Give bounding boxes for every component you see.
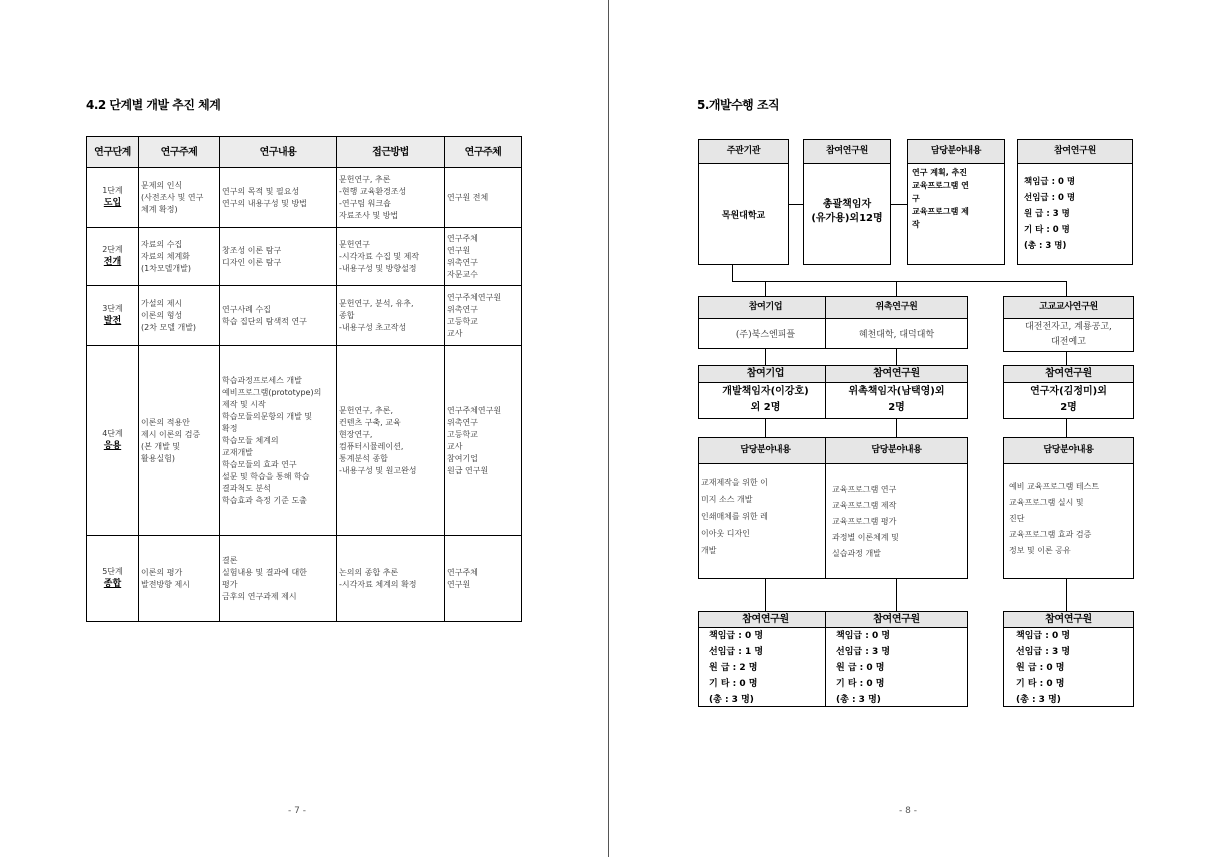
method-cell: 문헌연구, 분석, 유추, 종합 -내용구성 초고작성 <box>337 286 445 346</box>
box-body: 책임급 : 0 명 선임급 : 3 명 원 급 : 0 명 기 타 : 0 명 (총 : 3 명) <box>1016 631 1071 705</box>
connector-line <box>896 281 897 296</box>
responsibility-box <box>907 139 1005 265</box>
table-header-row <box>87 137 522 168</box>
table-row <box>87 346 522 536</box>
lead-box <box>1003 365 1134 419</box>
connector-line <box>1066 351 1067 365</box>
stage-number: 5단계 <box>102 566 123 576</box>
connector-line <box>1066 578 1067 611</box>
stage-cell <box>87 346 139 536</box>
table-row <box>87 286 522 346</box>
header-topic: 연구주제 <box>139 137 220 168</box>
box-body: (주)북스엔피플 <box>735 330 796 340</box>
box-header: 위촉연구원 <box>826 297 967 319</box>
connector-line <box>896 348 897 365</box>
method-cell: 논의의 종합 추론 -시각자료 체계의 확정 <box>337 536 445 622</box>
table-row <box>87 168 522 228</box>
box-header: 주관기관 <box>699 140 788 164</box>
task-box <box>698 437 833 579</box>
table-row <box>87 228 522 286</box>
stage-cell <box>87 168 139 228</box>
stage-cell <box>87 536 139 622</box>
content-cell: 결론 실험내용 및 결과에 대한 평가 금후의 연구과제 제시 <box>220 536 337 622</box>
task-box <box>825 437 968 579</box>
header-subject: 연구주체 <box>445 137 522 168</box>
box-header: 참여연구원 <box>699 612 832 628</box>
connector-line <box>765 418 766 437</box>
box-body: 책임급 : 0 명 선임급 : 1 명 원 급 : 2 명 기 타 : 0 명 (총 : 3 명) <box>709 631 764 705</box>
stage-number: 4단계 <box>102 428 123 438</box>
stage-name: 도입 <box>103 197 122 208</box>
box-body: 책임급 : 0 명 선임급 : 3 명 원 급 : 0 명 기 타 : 0 명 (총 : 3 명) <box>836 631 891 705</box>
connector-line <box>896 418 897 437</box>
org-box <box>825 296 968 349</box>
box-body: 책임급 : 0 명 선임급 : 0 명 원 급 : 3 명 기 타 : 0 명 (총 : 3 명) <box>1024 177 1076 251</box>
box-header: 담당분야내용 <box>699 438 832 464</box>
box-body: 연구자(김정미)외 2명 <box>1030 386 1107 413</box>
box-body: 목원대학교 <box>721 211 766 221</box>
box-body: 위촉책임자(남택영)외 2명 <box>848 386 945 413</box>
stage-name: 종합 <box>103 578 122 589</box>
stage-number: 3단계 <box>102 303 123 313</box>
subject-cell: 연구주체연구원 위촉연구 고등학교 교사 <box>445 286 522 346</box>
connector-line <box>765 281 766 296</box>
box-header: 담당분야내용 <box>908 140 1004 164</box>
stage-cell <box>87 286 139 346</box>
content-cell: 학습과정프로세스 개발 예비프로그램(prototype)의 제작 및 시작 학습모듈의문항의 개발 및 확정 학습모듈 체계의 교재개발 학습모듈의 효과 연구 설문 및 학습을 통해 학습 결과척도 분석 학습효과 측정 기준 도출 <box>220 346 337 536</box>
connector-line <box>788 204 804 205</box>
staff-box <box>825 611 968 707</box>
box-header: 담당분야내용 <box>826 438 967 464</box>
header-stage: 연구단계 <box>87 137 139 168</box>
connector-line <box>896 578 897 611</box>
lead-box <box>825 365 968 419</box>
content-cell: 연구의 목적 및 필요성 연구의 내용구성 및 방법 <box>220 168 337 228</box>
box-header: 참여기업 <box>699 366 832 383</box>
box-header: 참여연구원 <box>826 612 967 628</box>
box-body: 연구 계획, 추진 교육프로그램 연 구 교육프로그램 제 작 <box>912 168 969 229</box>
org-box <box>1003 296 1134 352</box>
org-box <box>698 296 833 349</box>
page-divider <box>608 0 609 857</box>
connector-line <box>890 204 908 205</box>
host-institution-box <box>698 139 789 265</box>
section-title-stages: 4.2 단계별 개발 추진 체계 <box>86 98 221 112</box>
box-header: 참여기업 <box>699 297 832 319</box>
box-body: 예비 교육프로그램 테스트 교육프로그램 실시 및 진단 교육프로그램 효과 검증 정보 및 이론 공유 <box>1009 482 1100 555</box>
stage-name: 발전 <box>103 315 122 326</box>
lead-box <box>698 365 833 419</box>
stage-table <box>86 136 522 622</box>
connector-line <box>732 281 1066 282</box>
connector-line <box>1066 281 1067 296</box>
box-body: 대전전자고, 계룡공고, 대전예고 <box>1025 322 1112 347</box>
content-cell: 연구사례 수집 학습 집단의 탐색적 연구 <box>220 286 337 346</box>
stage-name: 전개 <box>103 256 122 267</box>
box-body: 교육프로그램 연구 교육프로그램 제작 교육프로그램 평가 과정별 이론체계 및 실습과정 개발 <box>832 485 899 558</box>
lead-researcher-box <box>803 139 891 265</box>
box-header: 담당분야내용 <box>1004 438 1133 464</box>
stage-number: 1단계 <box>102 185 123 195</box>
topic-cell: 자료의 수집 자료의 체계화 (1차모델개발) <box>139 228 220 286</box>
content-cell: 창조성 이론 탐구 디자인 이론 탐구 <box>220 228 337 286</box>
box-header: 참여연구원 <box>1004 366 1133 383</box>
box-body: 개발책임자(이강호) 외 2명 <box>722 386 809 413</box>
box-header: 참여연구원 <box>1004 612 1133 628</box>
connector-line <box>732 264 733 282</box>
method-cell: 문헌연구, 추론 -현행 교육환경조성 -연구팀 워크숍 자료조사 및 방법 <box>337 168 445 228</box>
subject-cell: 연구주체연구원 위촉연구 고등학교 교사 참여기업 원급 연구원 <box>445 346 522 536</box>
box-header: 참여연구원 <box>1018 140 1132 164</box>
stage-number: 2단계 <box>102 244 123 254</box>
method-cell: 문헌연구, 추론, 컨텐츠 구축, 교육 현장연구, 컴퓨터시뮬레이션, 통계분석 종합 -내용구성 및 원고완성 <box>337 346 445 536</box>
subject-cell: 연구주체 연구원 <box>445 536 522 622</box>
header-content: 연구내용 <box>220 137 337 168</box>
connector-line <box>1066 418 1067 437</box>
topic-cell: 이론의 적용안 제시 이론의 검증 (본 개발 및 활용실험) <box>139 346 220 536</box>
page-number-left: - 7 - <box>288 806 306 816</box>
box-body: 총괄책임자 (유가용)외12명 <box>811 199 883 224</box>
page-number-right: - 8 - <box>899 806 917 816</box>
header-method: 접근방법 <box>337 137 445 168</box>
connector-line <box>765 578 766 611</box>
connector-line <box>765 348 766 365</box>
staff-box <box>698 611 833 707</box>
section-title-org: 5.개발수행 조직 <box>697 98 780 112</box>
topic-cell: 문제의 인식 (사전조사 및 연구 체계 확정) <box>139 168 220 228</box>
staff-summary-box <box>1017 139 1133 265</box>
staff-box <box>1003 611 1134 707</box>
box-header: 참여연구원 <box>826 366 967 383</box>
topic-cell: 이론의 평가 발전방향 제시 <box>139 536 220 622</box>
box-header: 참여연구원 <box>804 140 890 164</box>
topic-cell: 가설의 제시 이론의 형성 (2차 모델 개발) <box>139 286 220 346</box>
stage-cell <box>87 228 139 286</box>
table-row <box>87 536 522 622</box>
stage-name: 응용 <box>103 440 122 451</box>
box-header: 고교교사연구원 <box>1004 297 1133 319</box>
subject-cell: 연구주체 연구원 위촉연구 자문교수 <box>445 228 522 286</box>
method-cell: 문헌연구 -시각자료 수집 및 제작 -내용구성 및 방향설정 <box>337 228 445 286</box>
box-body: 혜천대학, 대덕대학 <box>858 330 935 340</box>
task-box <box>1003 437 1134 579</box>
subject-cell: 연구원 전체 <box>445 168 522 228</box>
box-body: 교재제작을 위한 이 미지 소스 개발 인쇄매체를 위한 레 이아웃 디자인 개발 <box>701 478 768 555</box>
